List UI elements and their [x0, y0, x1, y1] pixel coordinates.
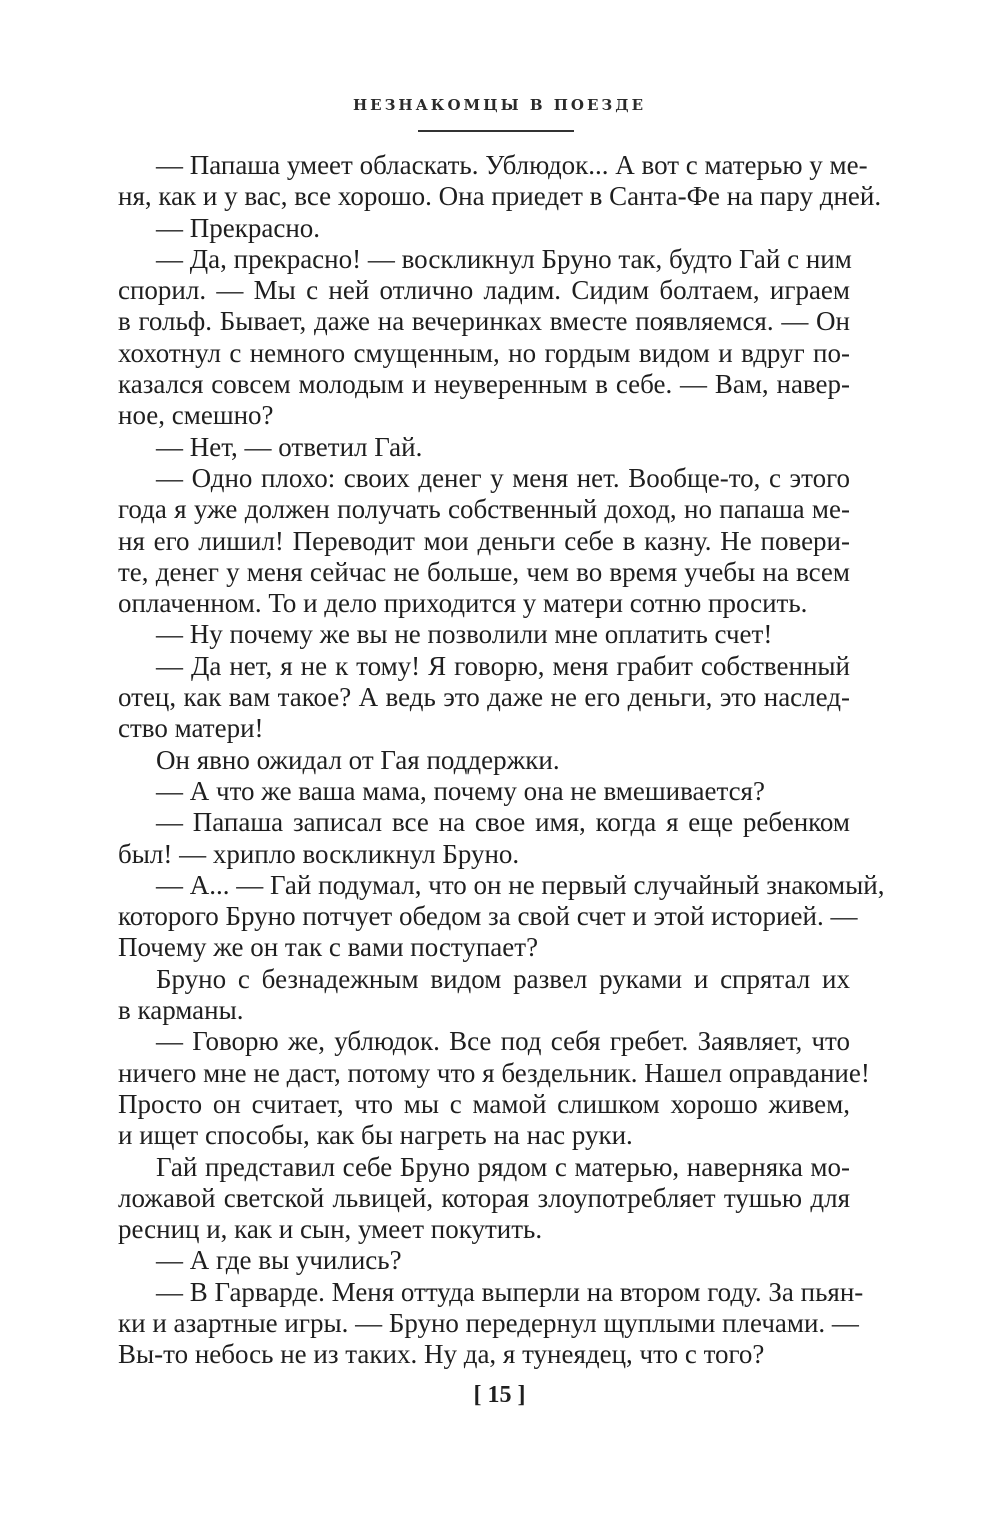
- paragraph: [118, 432, 850, 463]
- text-line: Почему же он так с вами поступает?: [118, 932, 539, 963]
- text-line: спорил. — Мы с ней отлично ладим. Сидим болтаем, играем: [118, 275, 850, 306]
- text-line: Гай представил себе Бруно рядом с матерью, наверняка мо-: [156, 1151, 850, 1182]
- text-line: Он явно ожидал от Гая поддержки.: [156, 744, 560, 775]
- text-line: года я уже должен получать собственный доход, но папаша ме-: [118, 494, 850, 525]
- body-text: [118, 150, 885, 1371]
- text-line: ня его лишил! Переводит мои деньги себе в казну. Не повери-: [118, 525, 850, 556]
- text-line: — Да, прекрасно! — воскликнул Бруно так, будто Гай с ним: [156, 243, 852, 274]
- text-line: был! — хрипло воскликнул Бруно.: [118, 838, 520, 869]
- text-line: хохотнул с немного смущенным, но гордым видом и вдруг по-: [118, 337, 850, 368]
- text-line: в карманы.: [118, 995, 244, 1026]
- paragraph: [118, 651, 850, 745]
- text-line: ство матери!: [118, 713, 264, 744]
- paragraph: [118, 869, 885, 964]
- text-line: — А что же ваша мама, почему она не вмешивается?: [156, 775, 765, 806]
- text-line: и ищет способы, как бы нагреть на нас руки.: [118, 1120, 633, 1151]
- text-line: — Говорю же, ублюдок. Все под себя гребет. Заявляет, что: [156, 1026, 850, 1057]
- paragraph: [118, 807, 850, 870]
- text-line: ки и азартные игры. — Бруно передернул щуплыми плечами. —: [118, 1307, 859, 1338]
- text-line: которого Бруно потчует обедом за свой счет и этой историей. —: [118, 901, 858, 932]
- paragraph: [118, 213, 850, 244]
- text-line: в гольф. Бывает, даже на вечеринках вместе появляемся. — Он: [118, 306, 850, 337]
- text-line: — Нет, — ответил Гай.: [156, 431, 423, 462]
- text-line: — Ну почему же вы не позволили мне оплатить счет!: [156, 619, 773, 650]
- text-line: — Прекрасно.: [156, 212, 321, 243]
- text-line: Вы-то небось не из таких. Ну да, я тунеядец, что с того?: [118, 1339, 765, 1370]
- paragraph: [118, 619, 850, 650]
- text-line: те, денег у меня сейчас не больше, чем во время учебы на всем: [118, 556, 850, 587]
- text-line: — Папаша умеет обласкать. Ублюдок... А вот с матерью у ме-: [156, 150, 868, 180]
- paragraph: [118, 964, 850, 1027]
- text-line: ное, смешно?: [118, 400, 274, 431]
- text-line: — Одно плохо: своих денег у меня нет. Вообще-то, с этого: [156, 462, 850, 493]
- text-line: Просто он считает, что мы с мамой слишком хорошо живем,: [118, 1088, 850, 1119]
- text-line: ложавой светской львицей, которая злоупотребляет тушью для: [118, 1182, 850, 1213]
- page-number: [ 15 ]: [473, 1382, 526, 1408]
- paragraph: [118, 745, 850, 776]
- paragraph: [118, 1152, 850, 1246]
- paragraph: [118, 1245, 850, 1276]
- text-line: — А... — Гай подумал, что он не первый случайный знакомый,: [156, 869, 885, 900]
- text-line: — В Гарварде. Меня оттуда выперли на втором году. За пьян-: [156, 1276, 864, 1307]
- paragraph: [118, 1276, 864, 1371]
- text-line: ничего мне не даст, потому что я бездельник. Нашел оправдание!: [118, 1057, 870, 1088]
- text-line: ня, как и у вас, все хорошо. Она приедет в Санта-Фе на пару дней.: [118, 181, 882, 212]
- text-line: отец, как вам такое? А ведь это даже не его деньги, это наслед-: [118, 682, 850, 713]
- text-line: Бруно с безнадежным видом развел руками и спрятал их: [156, 963, 850, 994]
- paragraph: [118, 244, 850, 432]
- paragraph: [118, 150, 882, 213]
- running-head: НЕЗНАКОМЦЫ В ПОЕЗДЕ: [352, 96, 647, 114]
- running-head-rule: [418, 130, 574, 132]
- text-line: — Папаша записал все на свое имя, когда я еще ребенком: [156, 807, 850, 838]
- text-line: казался совсем молодым и неуверенным в себе. — Вам, навер-: [118, 369, 850, 400]
- paragraph: [118, 463, 850, 619]
- paragraph: [118, 776, 850, 807]
- text-line: оплаченном. То и дело приходится у матери сотню просить.: [118, 588, 808, 619]
- paragraph: [118, 1026, 870, 1151]
- text-line: — А где вы учились?: [156, 1245, 402, 1276]
- text-line: — Да нет, я не к тому! Я говорю, меня грабит собственный: [156, 650, 850, 681]
- text-line: ресниц и, как и сын, умеет покутить.: [118, 1214, 543, 1245]
